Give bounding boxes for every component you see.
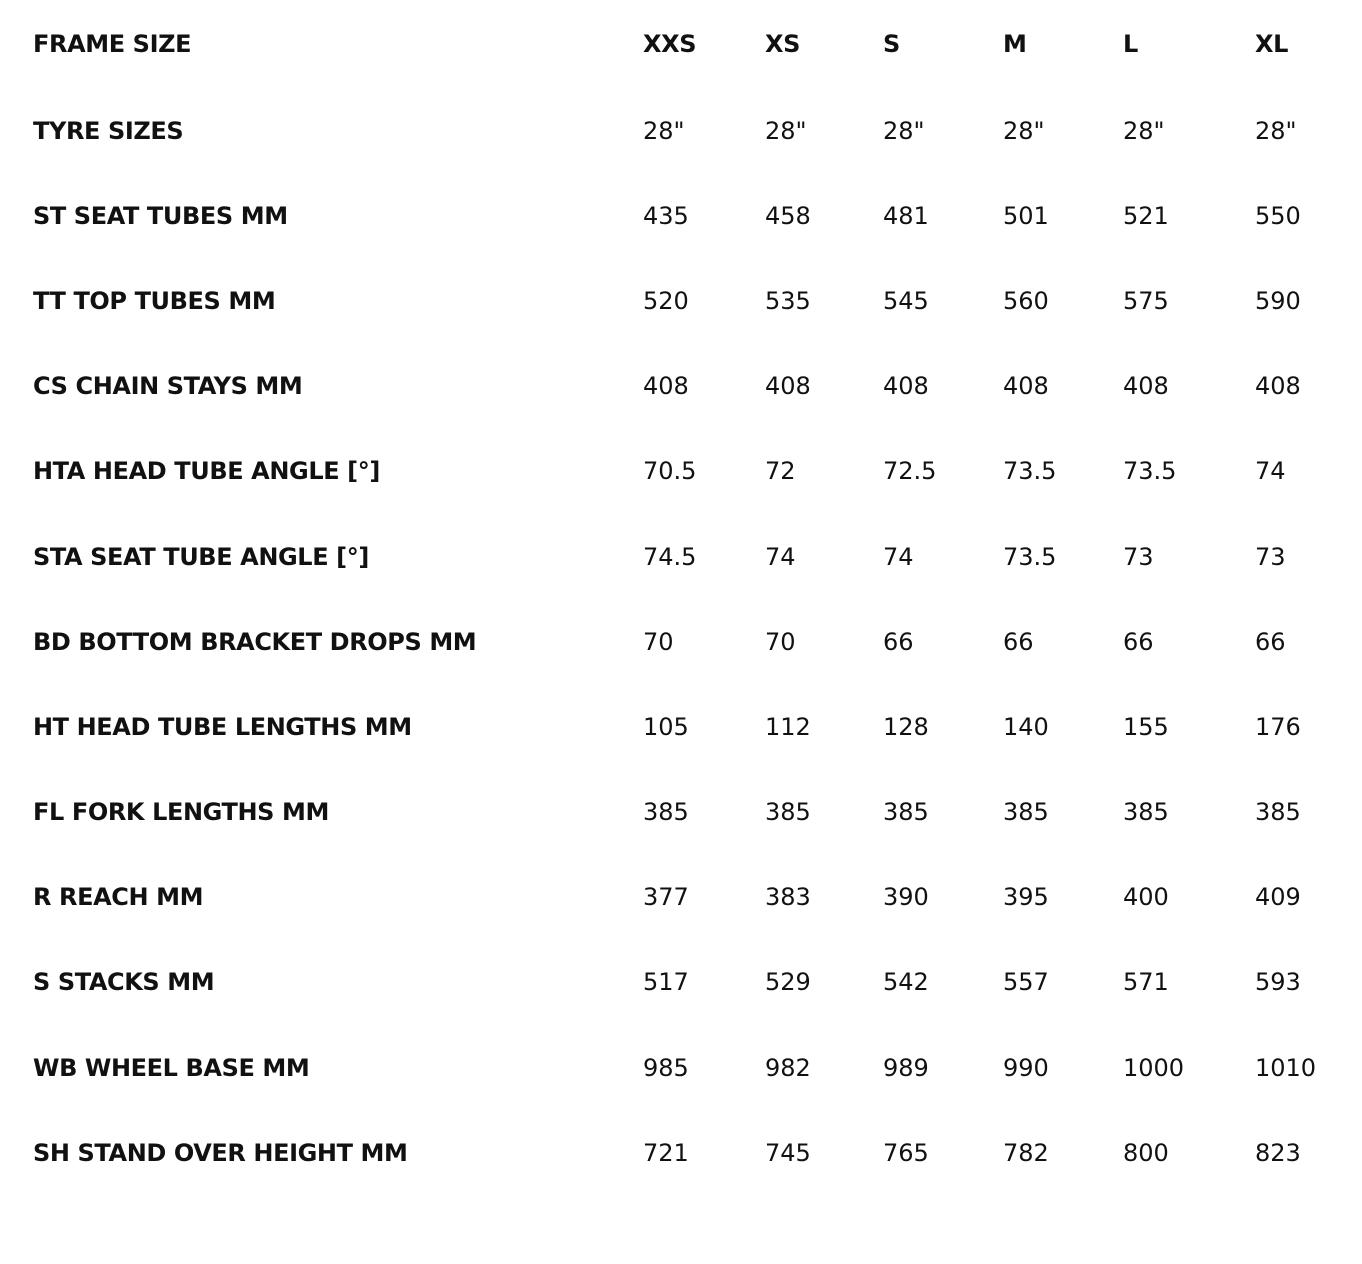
cell-value: 73 [1255, 542, 1286, 571]
cell-value: 408 [883, 372, 929, 401]
cell-value: 74 [1255, 457, 1286, 486]
row-label: FL FORK LENGTHS MM [33, 798, 329, 827]
cell-value: 990 [1003, 1053, 1049, 1082]
cell-value: 70 [765, 627, 796, 656]
table-row [33, 173, 1333, 258]
cell-value: 782 [1003, 1138, 1049, 1167]
row-label: HTA HEAD TUBE ANGLE [°] [33, 457, 380, 486]
row-label: R REACH MM [33, 883, 204, 912]
cell-value: 520 [643, 286, 689, 315]
frame-size-header: FRAME SIZE [33, 30, 192, 58]
table-row [33, 684, 1333, 769]
cell-value: 176 [1255, 712, 1301, 741]
cell-value: 28" [1003, 116, 1045, 145]
table-row [33, 429, 1333, 514]
cell-value: 545 [883, 286, 929, 315]
cell-value: 501 [1003, 201, 1049, 230]
cell-value: 517 [643, 968, 689, 997]
cell-value: 73.5 [1003, 542, 1057, 571]
cell-value: 105 [643, 712, 689, 741]
cell-value: 390 [883, 883, 929, 912]
cell-value: 800 [1123, 1138, 1169, 1167]
cell-value: 721 [643, 1138, 689, 1167]
cell-value: 458 [765, 201, 811, 230]
cell-value: 28" [643, 116, 685, 145]
cell-value: 408 [643, 372, 689, 401]
cell-value: 557 [1003, 968, 1049, 997]
row-label: BD BOTTOM BRACKET DROPS MM [33, 627, 477, 656]
cell-value: 982 [765, 1053, 811, 1082]
table-row [33, 258, 1333, 343]
cell-value: 66 [1123, 627, 1154, 656]
cell-value: 593 [1255, 968, 1301, 997]
cell-value: 385 [1255, 798, 1301, 827]
cell-value: 385 [765, 798, 811, 827]
cell-value: 823 [1255, 1138, 1301, 1167]
table-row [33, 1110, 1333, 1195]
cell-value: 590 [1255, 286, 1301, 315]
cell-value: 73 [1123, 542, 1154, 571]
table-row [33, 1025, 1333, 1110]
cell-value: 535 [765, 286, 811, 315]
cell-value: 74 [765, 542, 796, 571]
size-header-l: L [1123, 30, 1138, 58]
row-label: WB WHEEL BASE MM [33, 1053, 310, 1082]
row-label: ST SEAT TUBES MM [33, 201, 288, 230]
cell-value: 550 [1255, 201, 1301, 230]
cell-value: 542 [883, 968, 929, 997]
cell-value: 765 [883, 1138, 929, 1167]
table-row [33, 599, 1333, 684]
cell-value: 985 [643, 1053, 689, 1082]
size-header-xxs: XXS [643, 30, 697, 58]
cell-value: 435 [643, 201, 689, 230]
cell-value: 1010 [1255, 1053, 1317, 1082]
cell-value: 745 [765, 1138, 811, 1167]
cell-value: 395 [1003, 883, 1049, 912]
cell-value: 28" [883, 116, 925, 145]
cell-value: 28" [765, 116, 807, 145]
cell-value: 383 [765, 883, 811, 912]
row-label: HT HEAD TUBE LENGTHS MM [33, 712, 412, 741]
cell-value: 28" [1123, 116, 1165, 145]
cell-value: 408 [765, 372, 811, 401]
cell-value: 112 [765, 712, 811, 741]
header-row [33, 0, 1333, 88]
size-header-xl: XL [1255, 30, 1288, 58]
cell-value: 66 [1255, 627, 1286, 656]
cell-value: 408 [1255, 372, 1301, 401]
cell-value: 408 [1003, 372, 1049, 401]
cell-value: 529 [765, 968, 811, 997]
row-label: S STACKS MM [33, 968, 215, 997]
cell-value: 70 [643, 627, 674, 656]
table-row [33, 770, 1333, 855]
cell-value: 74 [883, 542, 914, 571]
cell-value: 521 [1123, 201, 1169, 230]
table-row [33, 940, 1333, 1025]
cell-value: 385 [1003, 798, 1049, 827]
cell-value: 1000 [1123, 1053, 1185, 1082]
size-header-s: S [883, 30, 900, 58]
cell-value: 73.5 [1123, 457, 1177, 486]
table-row [33, 514, 1333, 599]
cell-value: 72.5 [883, 457, 937, 486]
row-label: CS CHAIN STAYS MM [33, 372, 303, 401]
cell-value: 140 [1003, 712, 1049, 741]
cell-value: 409 [1255, 883, 1301, 912]
cell-value: 408 [1123, 372, 1169, 401]
cell-value: 571 [1123, 968, 1169, 997]
table-row [33, 88, 1333, 173]
cell-value: 377 [643, 883, 689, 912]
cell-value: 481 [883, 201, 929, 230]
cell-value: 989 [883, 1053, 929, 1082]
cell-value: 66 [883, 627, 914, 656]
row-label: TT TOP TUBES MM [33, 286, 276, 315]
size-header-m: M [1003, 30, 1027, 58]
cell-value: 28" [1255, 116, 1297, 145]
cell-value: 72 [765, 457, 796, 486]
cell-value: 385 [883, 798, 929, 827]
cell-value: 70.5 [643, 457, 697, 486]
cell-value: 385 [1123, 798, 1169, 827]
cell-value: 400 [1123, 883, 1169, 912]
cell-value: 74.5 [643, 542, 697, 571]
table-row [33, 855, 1333, 940]
cell-value: 560 [1003, 286, 1049, 315]
row-label: STA SEAT TUBE ANGLE [°] [33, 542, 369, 571]
table-row [33, 344, 1333, 429]
cell-value: 385 [643, 798, 689, 827]
geometry-table [33, 0, 1333, 1195]
size-header-xs: XS [765, 30, 800, 58]
row-label: TYRE SIZES [33, 116, 184, 145]
cell-value: 73.5 [1003, 457, 1057, 486]
cell-value: 575 [1123, 286, 1169, 315]
cell-value: 155 [1123, 712, 1169, 741]
cell-value: 66 [1003, 627, 1034, 656]
cell-value: 128 [883, 712, 929, 741]
row-label: SH STAND OVER HEIGHT MM [33, 1138, 408, 1167]
